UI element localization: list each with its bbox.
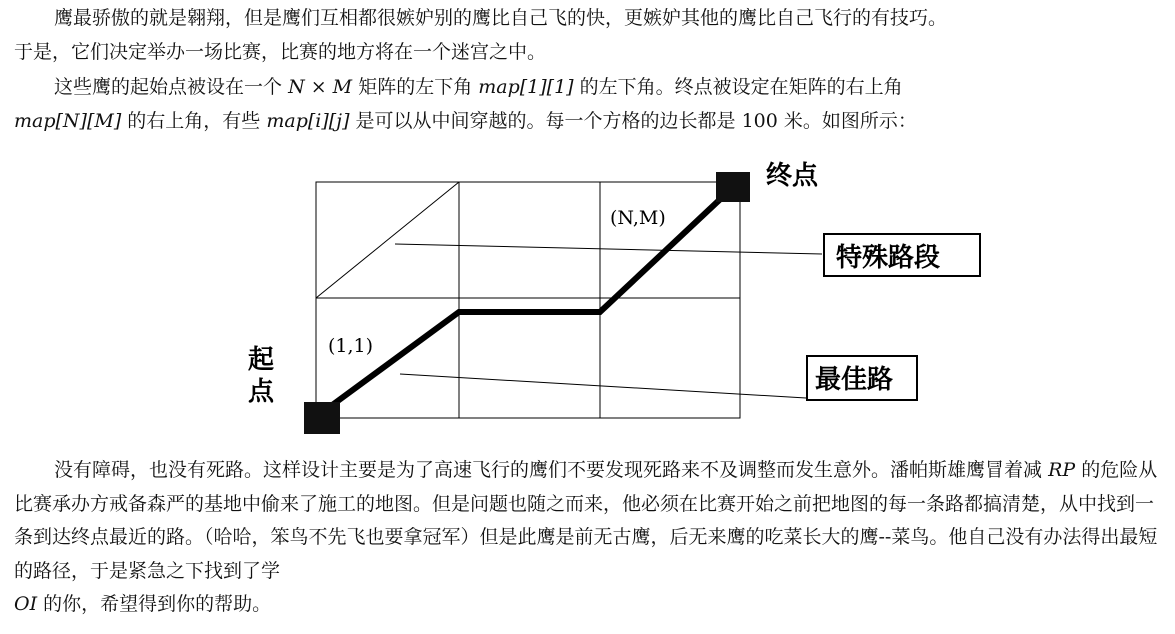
best-path <box>320 190 730 414</box>
setup-text-4: 的右上角，有些 <box>127 109 261 132</box>
setup-text-6: 米。如图所示： <box>783 109 917 132</box>
maze-diagram <box>240 142 1000 442</box>
maze-figure <box>240 142 1000 442</box>
oi-math: OI <box>14 593 38 615</box>
end-square <box>716 172 750 202</box>
matrix-size-math: N × M <box>288 76 353 98</box>
setup-text-5: 是可以从中间穿越的。每一个方格的边长都是 <box>355 109 736 132</box>
grid <box>316 182 740 418</box>
story-paragraph <box>14 454 1162 622</box>
start-label-top: 起 <box>248 345 275 375</box>
story-text-1: 没有障碍，也没有死路。这样设计主要是为了高速飞行的鹰们不要发现死路来不及调整而发生意外。潘帕斯雄鹰冒着减 <box>54 459 1043 481</box>
start-cell-label: (1,1) <box>328 335 374 357</box>
end-cell-label: (N,M) <box>610 207 666 229</box>
cell-length-number: 100 <box>741 109 778 132</box>
special-diagonal <box>316 182 459 298</box>
setup-paragraph <box>14 71 1162 138</box>
best-label: 最佳路 <box>815 365 894 395</box>
special-label: 特殊路段 <box>836 243 941 273</box>
setup-text-3: 的左下角。终点被设定在矩阵的右上角 <box>579 76 903 98</box>
rp-math: RP <box>1048 459 1076 481</box>
setup-text-1: 这些鹰的起始点被设在一个 <box>54 76 283 98</box>
grid-outline <box>316 182 740 418</box>
start-label-bottom: 点 <box>248 377 275 407</box>
story-text-3: 的你，希望得到你的帮助。 <box>43 593 272 615</box>
end-label: 终点 <box>766 161 819 191</box>
start-square <box>304 402 340 434</box>
intro-line-1: 鹰最骄傲的就是翱翔，但是鹰们互相都很嫉妒别的鹰比自己飞的快，更嫉妒其他的鹰比自己飞行的有技巧。 <box>54 7 948 29</box>
cell-ij-math: map[i][j] <box>266 109 350 132</box>
story-text-2: 的危险从比赛承办方戒备森严的基地中偷来了施工的地图。但是问题也随之而来，他必须在比赛开始之前把地图的每一条路都搞清楚，从中找到一条到达终点最近的路。（哈哈，笨鸟不先飞也要拿冠军）但是此鹰是前无古鹰，后无来鹰的吃菜长大的鹰--菜鸟。他自己没有办法得出最短的路径，于是紧急之下找到了学 <box>14 459 1158 582</box>
setup-text-2: 矩阵的左下角 <box>358 76 473 98</box>
intro-paragraph <box>14 2 1162 69</box>
best-pointer-line <box>400 374 806 398</box>
end-cell-math: map[N][M] <box>14 109 122 132</box>
start-cell-math: map[1][1] <box>478 76 574 98</box>
intro-line-2: 于是，它们决定举办一场比赛，比赛的地方将在一个迷宫之中。 <box>14 40 547 63</box>
